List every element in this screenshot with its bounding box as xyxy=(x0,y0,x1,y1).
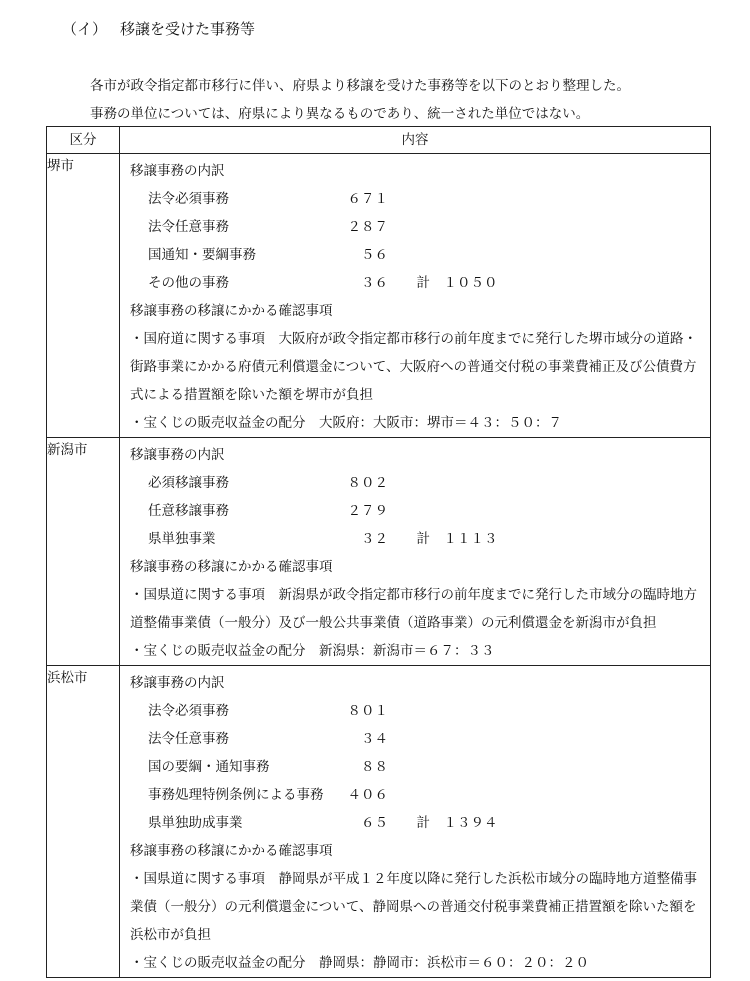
confirm-item-lottery: ・宝くじの販売収益金の配分 静岡県：静岡市：浜松市＝６０：２０：２０ xyxy=(130,955,589,971)
list-item xyxy=(130,697,710,725)
item-name: 法令任意事務 xyxy=(148,219,229,235)
list-item xyxy=(130,497,710,525)
confirm-item-lottery: ・宝くじの販売収益金の配分 新潟県：新潟市＝６７：３３ xyxy=(130,643,495,659)
item-name: 法令必須事務 xyxy=(148,703,229,719)
list-item xyxy=(130,525,710,553)
list-item xyxy=(130,213,710,241)
breakdown-title: 移譲事務の内訳 xyxy=(130,447,225,463)
confirm-title: 移譲事務の移譲にかかる確認事項 xyxy=(130,559,333,575)
item-name: 法令必須事務 xyxy=(148,191,229,207)
list-item xyxy=(130,241,710,269)
header-category: 区分 xyxy=(47,127,120,154)
table-header-row xyxy=(47,127,711,154)
confirm-item-roads: ・国県道に関する事項 静岡県が平成１２年度以降に発行した浜松市域分の臨時地方道整備事業債（一般分）の元利償還金について、静岡県への普通交付税事業費補正措置額を除いた額を浜松市が負担 xyxy=(130,871,697,943)
row-content xyxy=(120,154,711,438)
list-item xyxy=(130,781,710,809)
intro-line-1: 各市が政令指定都市移行に伴い、府県より移譲を受けた事務等を以下のとおり整理した。 xyxy=(90,78,630,94)
confirm-item-lottery: ・宝くじの販売収益金の配分 大阪府：大阪市：堺市＝４３：５０：７ xyxy=(130,415,562,431)
total-label: 計 xyxy=(416,815,430,831)
table-row xyxy=(47,666,711,978)
item-value: ２８７ xyxy=(347,219,388,235)
city-name: 新潟市 xyxy=(47,438,120,666)
item-value: ３４ xyxy=(361,731,388,747)
item-value: ３２ xyxy=(361,531,388,547)
item-name: その他の事務 xyxy=(148,275,229,291)
item-value: ８０２ xyxy=(347,475,388,491)
list-item xyxy=(130,809,710,837)
row-content xyxy=(120,438,711,666)
item-value: ３６ xyxy=(361,275,388,291)
total-value: １０５０ xyxy=(443,275,498,291)
item-name: 県単独助成事業 xyxy=(148,815,243,831)
total-value: １３９４ xyxy=(443,815,498,831)
item-name: 国の要綱・通知事務 xyxy=(148,759,270,775)
item-value: ２７９ xyxy=(347,503,388,519)
section-heading xyxy=(62,18,255,39)
item-value: ５６ xyxy=(361,247,388,263)
item-value: ６７１ xyxy=(347,191,388,207)
item-total xyxy=(388,525,498,553)
item-value: ８０１ xyxy=(347,703,388,719)
total-value: １１１３ xyxy=(443,531,498,547)
total-label: 計 xyxy=(416,531,430,547)
item-value: ８８ xyxy=(361,759,388,775)
item-total xyxy=(388,269,498,297)
transfer-table xyxy=(46,126,711,978)
table-row xyxy=(47,154,711,438)
list-item xyxy=(130,185,710,213)
breakdown-title: 移譲事務の内訳 xyxy=(130,675,225,691)
item-name: 県単独事業 xyxy=(148,531,216,547)
item-name: 法令任意事務 xyxy=(148,731,229,747)
breakdown-title: 移譲事務の内訳 xyxy=(130,163,225,179)
list-item xyxy=(130,269,710,297)
header-content: 内容 xyxy=(120,127,711,154)
item-value: ４０６ xyxy=(347,787,388,803)
item-value: ６５ xyxy=(361,815,388,831)
item-name: 必須移譲事務 xyxy=(148,475,229,491)
confirm-item-roads: ・国県道に関する事項 新潟県が政令指定都市移行の前年度までに発行した市域分の臨時地方道整備事業債（一般分）及び一般公共事業債（道路事業）の元利償還金を新潟市が負担 xyxy=(130,587,697,631)
intro-line-2: 事務の単位については、府県により異なるものであり、統一された単位ではない。 xyxy=(90,106,590,122)
city-name: 浜松市 xyxy=(47,666,120,978)
item-total xyxy=(388,809,498,837)
section-title: 移譲を受けた事務等 xyxy=(120,20,256,38)
item-name: 事務処理特例条例による事務 xyxy=(148,787,324,803)
list-item xyxy=(130,725,710,753)
confirm-title: 移譲事務の移譲にかかる確認事項 xyxy=(130,303,333,319)
row-content xyxy=(120,666,711,978)
item-name: 国通知・要綱事務 xyxy=(148,247,256,263)
confirm-title: 移譲事務の移譲にかかる確認事項 xyxy=(130,843,333,859)
item-name: 任意移譲事務 xyxy=(148,503,229,519)
table-row xyxy=(47,438,711,666)
total-label: 計 xyxy=(416,275,430,291)
city-name: 堺市 xyxy=(47,154,120,438)
confirm-item-roads: ・国府道に関する事項 大阪府が政令指定都市移行の前年度までに発行した堺市域分の道路・街路事業にかかる府債元利償還金について、大阪府への普通交付税の事業費補正及び公債費方式による措置額を除いた額を堺市が負担 xyxy=(130,331,697,403)
list-item xyxy=(130,753,710,781)
section-number: （イ） xyxy=(62,20,108,38)
list-item xyxy=(130,469,710,497)
